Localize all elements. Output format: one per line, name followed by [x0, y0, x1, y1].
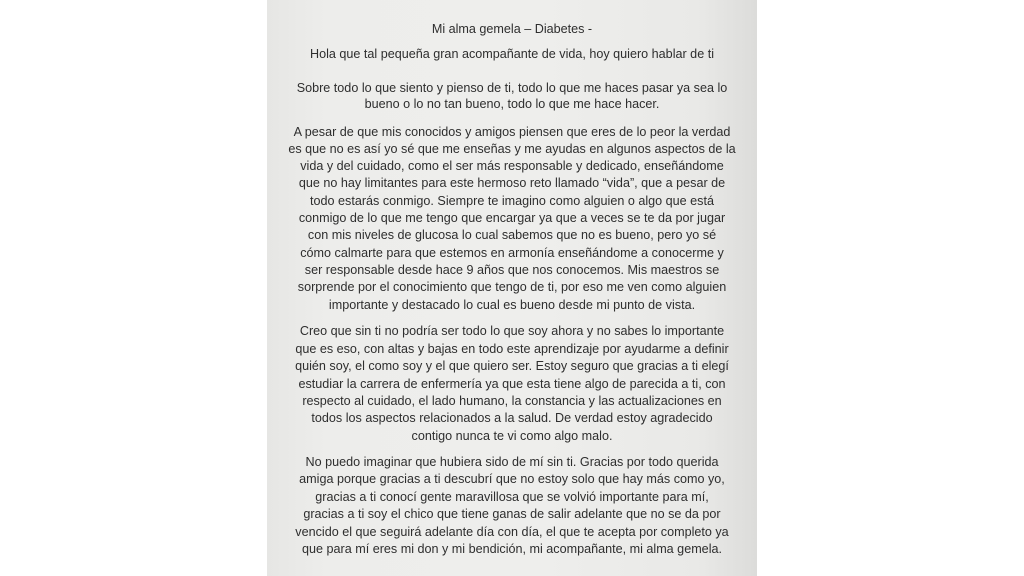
text-line: cómo calmarte para que estemos en armonía enseñándome a conocerme y — [300, 246, 724, 260]
text-line: todo estarás conmigo. Siempre te imagino como alguien o algo que está — [310, 194, 714, 208]
text-line: quién soy, el como soy y el que quiero ser. Estoy seguro que gracias a ti elegí — [295, 359, 729, 373]
text-line: gracias a ti conocí gente maravillosa que se volvió importante para mí, — [315, 490, 709, 504]
text-line: respecto al cuidado, el lado humano, la constancia y las actualizaciones en — [302, 394, 722, 408]
text-line: con mis niveles de glucosa lo cual sabemos que no es bueno, pero yo sé — [307, 228, 717, 242]
text-line: todos los aspectos relacionados a la salud. De verdad estoy agradecido — [311, 411, 713, 425]
text-line: Creo que sin ti no podría ser todo lo que soy ahora y no sabes lo importante — [299, 324, 725, 338]
text-line: sorprende por el conocimiento que tengo de ti, por eso me ven como alguien — [297, 280, 727, 294]
text-line: Sobre todo lo que siento y pienso de ti, todo lo que me haces pasar ya sea lo — [296, 81, 728, 95]
text-line: amiga porque gracias a ti descubrí que no estoy solo que hay más como yo, — [299, 472, 725, 486]
text-line: que es eso, con altas y bajas en todo este aprendizaje por ayudarme a definir — [295, 342, 729, 356]
text-line: gracias a ti soy el chico que tiene ganas de salir adelante que no se da por — [303, 507, 721, 521]
text-line: vida y del cuidado, como el ser más responsable y dedicado, enseñándome — [300, 159, 724, 173]
text-line: ser responsable desde hace 9 años que nos conocemos. Mis maestros se — [304, 263, 720, 277]
letter-greeting: Hola que tal pequeña gran acompañante de vida, hoy quiero hablar de ti — [310, 47, 714, 61]
text-line: contigo nunca te vi como algo malo. — [411, 429, 613, 443]
text-line: estudiar la carrera de enfermería ya que esta tiene algo de parecida a ti, con — [298, 377, 726, 391]
text-line: que para mí eres mi don y mi bendición, mi acompañante, mi alma gemela. — [302, 542, 722, 556]
text-line: importante y destacado lo cual es bueno desde mi punto de vista. — [328, 298, 696, 312]
text-line: conmigo de lo que me tengo que encargar ya que a veces se te da por jugar — [298, 211, 726, 225]
text-line: No puedo imaginar que hubiera sido de mí sin ti. Gracias por todo querida — [305, 455, 719, 469]
letter-paper — [267, 0, 757, 576]
text-line: A pesar de que mis conocidos y amigos piensen que eres de lo peor la verdad — [293, 125, 731, 139]
text-line: es que no es así yo sé que me enseñas y me ayudas en algunos aspectos de la — [288, 142, 736, 156]
letter-title: Mi alma gemela – Diabetes - — [431, 22, 593, 36]
text-line: que no hay limitantes para este hermoso reto llamado “vida”, que a pesar de — [298, 176, 726, 190]
text-line: bueno o lo no tan bueno, todo lo que me hace hacer. — [364, 97, 660, 111]
text-line: vencido el que seguirá adelante día con día, el que te acepta por completo ya — [295, 525, 729, 539]
